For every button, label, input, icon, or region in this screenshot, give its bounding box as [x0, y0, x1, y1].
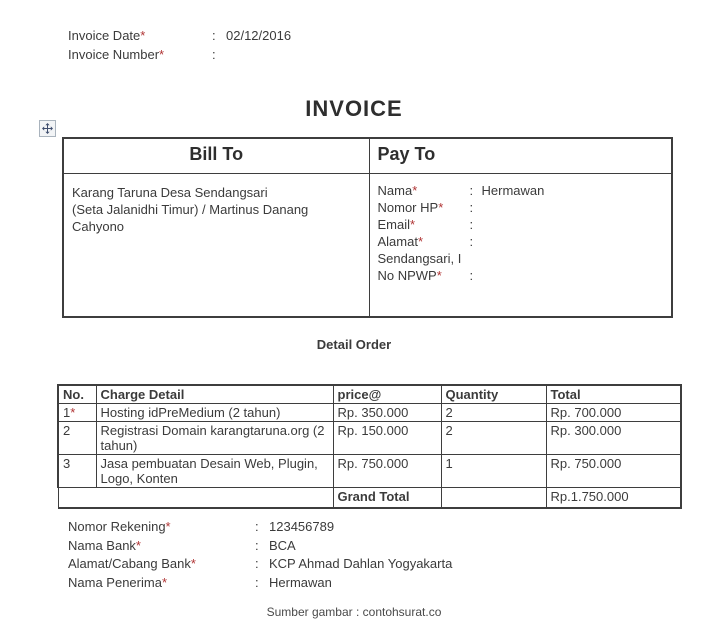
cell-total: Rp. 300.000 [546, 422, 681, 455]
cell-quantity: 1 [441, 455, 546, 488]
field-label-text: Nama Penerima [68, 574, 162, 590]
row-number: 1 [63, 405, 71, 420]
cell-total: Rp. 700.000 [546, 404, 681, 422]
field-label [68, 537, 255, 556]
cell-charge-detail: Registrasi Domain karangtaruna.org (2 tahun) [96, 422, 333, 455]
invoice-number-label [68, 45, 212, 64]
invoice-number-row [68, 45, 291, 64]
field-label-text: Alamat [377, 233, 418, 249]
grand-total-value: Rp.1.750.000 [546, 488, 681, 508]
bank-details [68, 518, 452, 592]
pay-to-field-npwp [378, 267, 664, 284]
grand-total-spacer [58, 488, 333, 508]
colon: : [212, 47, 216, 62]
field-label [378, 216, 470, 233]
table-row [58, 404, 681, 422]
bank-field-alamat-cabang [68, 555, 452, 574]
colon: : [255, 574, 259, 590]
pay-to-field-nama [378, 182, 664, 199]
required-asterisk: * [417, 233, 424, 249]
table-row [58, 422, 681, 455]
grand-total-row [58, 488, 681, 508]
field-label [378, 182, 470, 199]
column-header-total: Total [546, 385, 681, 404]
invoice-date-label [68, 26, 212, 45]
cell-no [58, 422, 96, 455]
detail-order-heading: Detail Order [316, 337, 392, 352]
field-label-text: Nomor Rekening [68, 519, 166, 534]
field-label-text: Nama Bank [68, 537, 136, 553]
invoice-date-value: 02/12/2016 [226, 28, 292, 43]
table-row [58, 455, 681, 488]
required-asterisk: * [135, 537, 141, 553]
field-value: BCA [269, 537, 296, 553]
bill-to-line: (Seta Jalanidhi Timur) / Martinus Danang [72, 201, 309, 217]
cell-charge-detail: Jasa pembuatan Desain Web, Plugin, Logo, Konten [96, 455, 333, 488]
cell-total: Rp. 750.000 [546, 455, 681, 488]
parties-body-row [63, 173, 672, 317]
detail-header-row [58, 385, 681, 404]
colon: : [255, 537, 259, 553]
cell-charge-detail: Hosting idPreMedium (2 tahun) [96, 404, 333, 422]
pay-to-field-alamat-continued [378, 250, 664, 267]
field-label [68, 574, 255, 593]
column-header-quantity: Quantity [441, 385, 546, 404]
bank-field-penerima [68, 574, 452, 593]
colon: : [469, 233, 474, 249]
field-value: KCP Ahmad Dahlan Yogyakarta [269, 556, 453, 571]
field-label [378, 267, 470, 284]
cell-no [58, 455, 96, 488]
cell-quantity: 2 [441, 404, 546, 422]
required-asterisk: * [436, 267, 442, 283]
required-asterisk: * [161, 574, 167, 590]
source-caption: Sumber gambar : contohsurat.co [266, 605, 442, 619]
cell-price: Rp. 350.000 [333, 404, 441, 422]
field-label [68, 555, 255, 574]
bank-field-nama-bank [68, 537, 452, 556]
required-asterisk: * [165, 519, 171, 534]
bill-to-line: Cahyono [72, 218, 125, 234]
field-label [68, 518, 255, 537]
parties-table [62, 137, 673, 318]
field-label-text: Alamat/Cabang Bank [68, 556, 191, 571]
required-asterisk: * [159, 47, 165, 62]
pay-to-content [369, 173, 672, 317]
field-label-text: Email [377, 216, 411, 232]
bank-field-rekening [68, 518, 452, 537]
detail-order-table [57, 384, 682, 509]
row-number: 2 [63, 423, 71, 438]
pay-to-header: Pay To [369, 138, 672, 173]
pay-to-field-email [378, 216, 664, 233]
required-asterisk: * [190, 556, 196, 571]
invoice-number-label-text: Invoice Number [68, 47, 160, 62]
column-header-charge-detail: Charge Detail [96, 385, 333, 404]
page-title: INVOICE [305, 96, 403, 121]
colon: : [469, 199, 474, 215]
field-label-text: No NPWP [377, 267, 437, 283]
field-label-text: Nama [377, 182, 413, 198]
bill-to-line: Karang Taruna Desa Sendangsari [72, 184, 268, 200]
bill-to-header: Bill To [63, 138, 369, 173]
column-header-no: No. [58, 385, 96, 404]
field-value: 123456789 [269, 519, 335, 534]
move-cross-icon [42, 123, 53, 134]
cell-no [58, 404, 96, 422]
pay-to-field-alamat [378, 233, 664, 250]
grand-total-label: Grand Total [333, 488, 441, 508]
field-value: Hermawan [481, 182, 545, 198]
required-asterisk: * [412, 182, 418, 198]
colon: : [255, 519, 259, 534]
colon: : [469, 182, 474, 198]
colon: : [469, 267, 474, 283]
cell-quantity: 2 [441, 422, 546, 455]
grand-total-quantity [441, 488, 546, 508]
parties-header-row [63, 138, 672, 173]
invoice-date-label-text: Invoice Date [68, 28, 141, 43]
required-asterisk: * [410, 216, 416, 232]
field-value: Hermawan [269, 574, 332, 590]
required-asterisk: * [140, 28, 146, 43]
field-label-text: Sendangsari, I [377, 250, 462, 266]
table-move-handle[interactable] [39, 120, 56, 137]
invoice-date-row [68, 26, 291, 45]
cell-price: Rp. 750.000 [333, 455, 441, 488]
bill-to-content [63, 173, 369, 317]
pay-to-field-nomor-hp [378, 199, 664, 216]
required-asterisk: * [438, 199, 444, 215]
field-label [378, 233, 470, 250]
field-label-text: Nomor HP [377, 199, 439, 215]
invoice-meta [68, 26, 291, 64]
column-header-price: price@ [333, 385, 441, 404]
colon: : [255, 556, 259, 571]
row-number: 3 [63, 456, 71, 471]
cell-price: Rp. 150.000 [333, 422, 441, 455]
colon: : [212, 28, 216, 43]
required-asterisk: * [70, 405, 76, 420]
field-label [378, 199, 470, 216]
colon: : [469, 216, 474, 232]
